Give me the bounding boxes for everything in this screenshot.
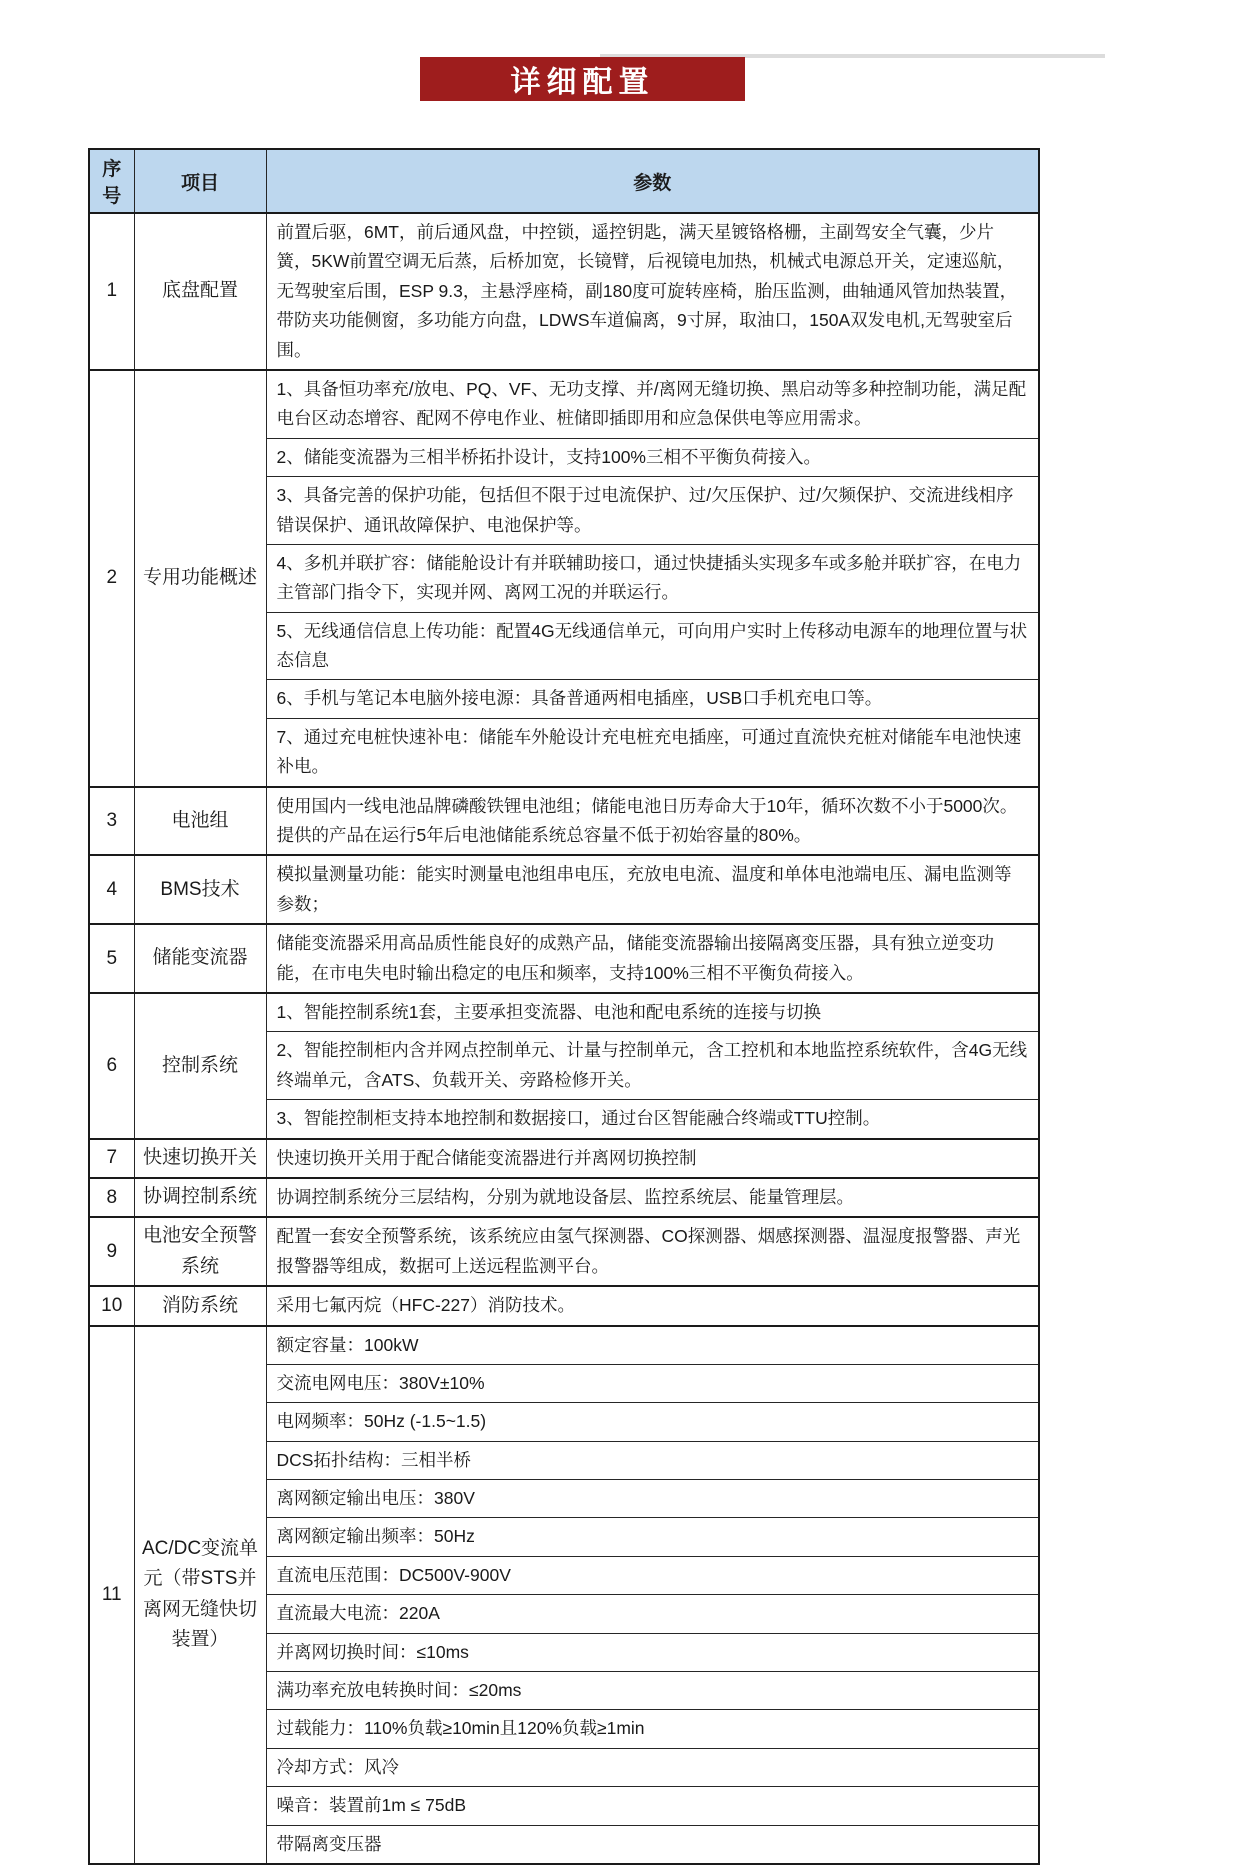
row-param: 并离网切换时间：≤10ms — [266, 1633, 1039, 1671]
row-param: 1、智能控制系统1套，主要承担变流器、电池和配电系统的连接与切换 — [266, 993, 1039, 1032]
table-row — [89, 787, 1039, 856]
row-no: 3 — [89, 787, 134, 856]
table-row — [89, 924, 1039, 993]
table-row — [89, 855, 1039, 924]
header-cell-param: 参数 — [266, 149, 1039, 213]
row-param: 储能变流器采用高品质性能良好的成熟产品，储能变流器输出接隔离变压器，具有独立逆变功能，在市电失电时输出稳定的电压和频率，支持100%三相不平衡负荷接入。 — [266, 924, 1039, 993]
spec-table — [88, 148, 1040, 1865]
row-no: 7 — [89, 1139, 134, 1178]
row-param: 电网频率：50Hz (-1.5~1.5) — [266, 1403, 1039, 1441]
row-param: 7、通过充电桩快速补电：储能车外舱设计充电桩充电插座，可通过直流快充桩对储能车电池快速补电。 — [266, 718, 1039, 786]
row-param: 3、智能控制柜支持本地控制和数据接口，通过台区智能融合终端或TTU控制。 — [266, 1100, 1039, 1139]
row-param: 交流电网电压：380V±10% — [266, 1364, 1039, 1402]
row-param: 6、手机与笔记本电脑外接电源：具备普通两相电插座，USB口手机充电口等。 — [266, 680, 1039, 718]
row-param: 过载能力：110%负载≥10min且120%负载≥1min — [266, 1710, 1039, 1748]
row-param: 1、具备恒功率充/放电、PQ、VF、无功支撑、并/离网无缝切换、黑启动等多种控制功能，满足配电台区动态增容、配网不停电作业、桩储即插即用和应急保供电等应用需求。 — [266, 370, 1039, 438]
row-param: 带隔离变压器 — [266, 1825, 1039, 1864]
table-row — [89, 1286, 1039, 1325]
row-param: 噪音：装置前1m ≤ 75dB — [266, 1787, 1039, 1825]
table-row — [89, 213, 1039, 370]
row-param: 采用七氟丙烷（HFC-227）消防技术。 — [266, 1286, 1039, 1325]
row-param: 直流最大电流：220A — [266, 1595, 1039, 1633]
table-row — [89, 1217, 1039, 1286]
row-item: 快速切换开关 — [134, 1139, 266, 1178]
table-row — [89, 993, 1039, 1032]
table-row — [89, 1178, 1039, 1217]
row-item: AC/DC变流单元（带STS并离网无缝快切装置） — [134, 1326, 266, 1864]
row-param: 前置后驱，6MT，前后通风盘，中控锁，遥控钥匙，满天星镀铬格栅，主副驾安全气囊，少片簧，5KW前置空调无后蒸，后桥加宽，长镜臂，后视镜电加热，机械式电源总开关，定速巡航，无驾驶室后围，ESP 9.3，主悬浮座椅，副180度可旋转座椅，胎压监测，曲轴通风管加热装置，带防夹功能侧窗，多功能方向盘，LDWS车道偏离，9寸屏，取油口，150A双发电机,无驾驶室后围。 — [266, 213, 1039, 370]
row-param: 离网额定输出频率：50Hz — [266, 1518, 1039, 1556]
row-param: 5、无线通信信息上传功能：配置4G无线通信单元，可向用户实时上传移动电源车的地理位置与状态信息 — [266, 612, 1039, 680]
row-item: 专用功能概述 — [134, 370, 266, 787]
header-cell-no: 序号 — [89, 149, 134, 213]
row-param: 4、多机并联扩容：储能舱设计有并联辅助接口，通过快捷插头实现多车或多舱并联扩容，在电力主管部门指令下，实现并网、离网工况的并联运行。 — [266, 544, 1039, 612]
row-item: 消防系统 — [134, 1286, 266, 1325]
header-cell-item: 项目 — [134, 149, 266, 213]
row-param: 满功率充放电转换时间：≤20ms — [266, 1672, 1039, 1710]
table-header-row — [89, 149, 1039, 213]
row-no: 11 — [89, 1326, 134, 1864]
row-param: 2、储能变流器为三相半桥拓扑设计，支持100%三相不平衡负荷接入。 — [266, 438, 1039, 476]
page-title-banner — [420, 57, 745, 101]
row-no: 5 — [89, 924, 134, 993]
row-param: 配置一套安全预警系统，该系统应由氢气探测器、CO探测器、烟感探测器、温湿度报警器、声光报警器等组成，数据可上送远程监测平台。 — [266, 1217, 1039, 1286]
table-row — [89, 1326, 1039, 1365]
row-no: 2 — [89, 370, 134, 787]
row-item: 电池安全预警系统 — [134, 1217, 266, 1286]
row-no: 10 — [89, 1286, 134, 1325]
row-no: 4 — [89, 855, 134, 924]
row-item: 协调控制系统 — [134, 1178, 266, 1217]
row-item: 电池组 — [134, 787, 266, 856]
row-no: 6 — [89, 993, 134, 1139]
row-param: 快速切换开关用于配合储能变流器进行并离网切换控制 — [266, 1139, 1039, 1178]
table-row — [89, 370, 1039, 438]
row-param: 2、智能控制柜内含并网点控制单元、计量与控制单元，含工控机和本地监控系统软件，含4G无线终端单元，含ATS、负载开关、旁路检修开关。 — [266, 1032, 1039, 1100]
row-item: 控制系统 — [134, 993, 266, 1139]
row-item: 储能变流器 — [134, 924, 266, 993]
row-no: 8 — [89, 1178, 134, 1217]
row-param: 额定容量：100kW — [266, 1326, 1039, 1365]
row-param: 协调控制系统分三层结构，分别为就地设备层、监控系统层、能量管理层。 — [266, 1178, 1039, 1217]
row-param: 直流电压范围：DC500V-900V — [266, 1556, 1039, 1594]
page-title: 详细配置 — [510, 66, 655, 99]
table-row — [89, 1139, 1039, 1178]
row-param: DCS拓扑结构：三相半桥 — [266, 1441, 1039, 1479]
row-param: 使用国内一线电池品牌磷酸铁锂电池组；储能电池日历寿命大于10年，循环次数不小于5000次。提供的产品在运行5年后电池储能系统总容量不低于初始容量的80%。 — [266, 787, 1039, 856]
row-no: 9 — [89, 1217, 134, 1286]
row-item: BMS技术 — [134, 855, 266, 924]
row-no: 1 — [89, 213, 134, 370]
row-param: 冷却方式：风冷 — [266, 1748, 1039, 1786]
row-param: 模拟量测量功能：能实时测量电池组串电压，充放电电流、温度和单体电池端电压、漏电监测等参数； — [266, 855, 1039, 924]
row-param: 离网额定输出电压：380V — [266, 1480, 1039, 1518]
row-item: 底盘配置 — [134, 213, 266, 370]
row-param: 3、具备完善的保护功能，包括但不限于过电流保护、过/欠压保护、过/欠频保护、交流进线相序错误保护、通讯故障保护、电池保护等。 — [266, 477, 1039, 545]
